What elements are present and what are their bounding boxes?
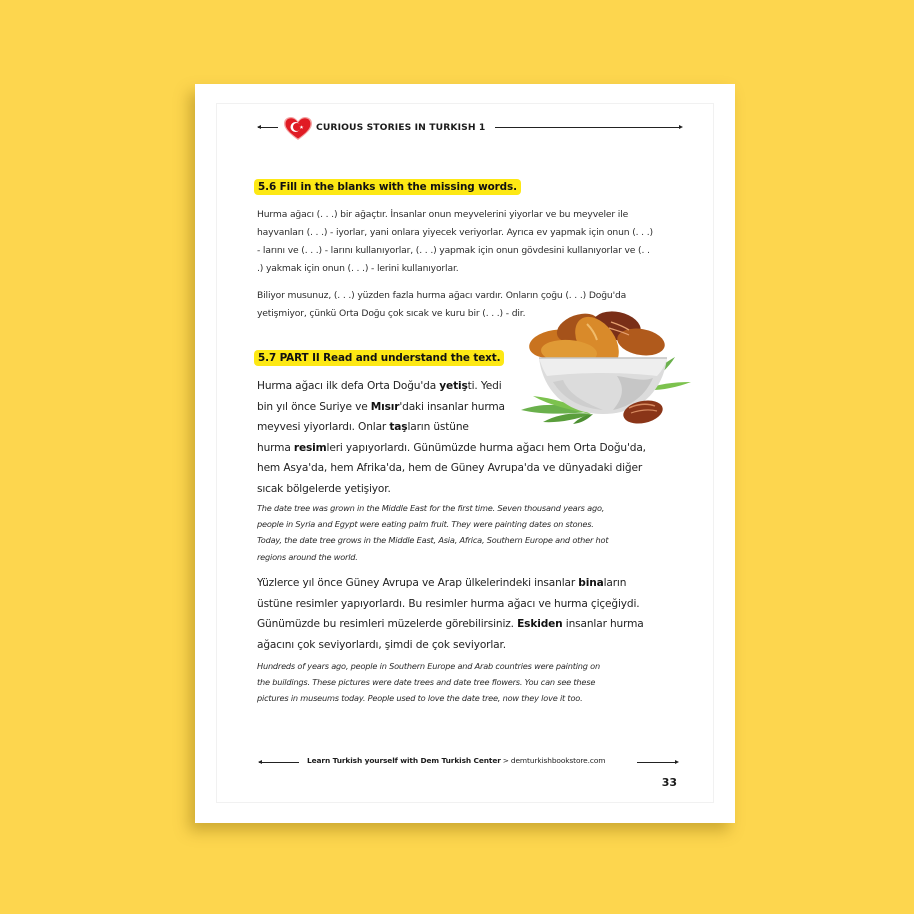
text-line: regions around the world. (257, 551, 358, 562)
footer-left-arrow (259, 762, 299, 763)
text-span: 'daki insanlar hurma (399, 400, 505, 413)
text-span: Hurma ağacı ilk defa Orta Doğu'da (257, 380, 440, 392)
book-title: CURIOUS STORIES IN TURKISH 1 (316, 122, 486, 133)
text-span: bin yıl önce Suriye ve (257, 400, 371, 413)
text-line: people in Syria and Egypt were eating palm fruit. They were painting dates on stones. (257, 519, 594, 530)
vocab-word-bina: bina (578, 577, 604, 589)
text-line: sıcak bölgelerde yetişiyor. (257, 482, 391, 495)
text-line: pictures in museums today. People used to love the date tree, now they love it too. (257, 693, 583, 704)
fill-blanks-paragraph-1: Hurma ağacı (. . .) bir ağaçtır. İnsanlar onun meyvelerini yiyorlar ve bu meyveler ile hayvanları (. . .) - iyorlar, yani onlara yiyecek veriyorlar. Ayrıca ev yapmak için onun (. . .) - larını ve (. . .) - larını kullanıyorlar, (. . .) yapmak için onun gövdesini kullanıyorlar ve (. . .) yakmak için onun (. . .) - lerini kullanıyorlar. (257, 209, 653, 274)
page-number: 33 (661, 776, 677, 789)
text-span: insanlar hurma (562, 618, 644, 630)
text-line: Hundreds of years ago, people in Southern Europe and Arab countries were painting on (257, 661, 600, 671)
english-translation-paragraph-1 (257, 500, 677, 565)
footer-right-arrow (637, 762, 677, 763)
text-line: ağacını çok seviyorlardı, şimdi de çok seviyorlar. (257, 638, 506, 651)
turkish-reading-paragraph-2 (257, 573, 687, 655)
vocab-word-resim: resim (293, 441, 327, 454)
english-translation-paragraph-2 (257, 658, 677, 707)
header-right-arrow (495, 127, 681, 128)
section-5-7-heading: 5.7 PART II Read and understand the text. (254, 350, 504, 366)
text-line: hem Asya'da, hem Afrika'da, hem de Güney Avrupa'da ve dünyadaki diğer (257, 462, 643, 474)
footer-text (307, 756, 605, 765)
text-span: hurma (257, 441, 294, 454)
section-5-6-heading: 5.6 Fill in the blanks with the missing words. (254, 179, 521, 195)
footer-separator: > (502, 756, 509, 765)
book-page (195, 84, 735, 823)
text-span: Yüzlerce yıl önce Güney Avrupa ve Arap ülkelerindeki insanlar (257, 577, 579, 589)
text-span: leri yapıyorlardı. Günümüzde hurma ağacı hem Orta Doğu'da, (326, 441, 646, 454)
vocab-word-yetis: yetiş (439, 380, 468, 392)
text-line: üstüne resimler yapıyorlardı. Bu resimler hurma ağacı ve hurma çiçeğiydi. (257, 597, 640, 610)
text-span: ların (603, 577, 627, 589)
footer-tagline: Learn Turkish yourself with Dem Turkish Center (307, 756, 501, 765)
text-line: The date tree was grown in the Middle East for the first time. Seven thousand years ago, (257, 503, 605, 513)
text-span: meyvesi yiyorlardı. Onlar (257, 421, 390, 433)
fill-blanks-paragraph-2: Biliyor musunuz, (. . .) yüzden fazla hurma ağacı vardır. Onların çoğu (. . .) Doğu'da yetişmiyor, çünkü Orta Doğu çok sıcak ve kuru bir (. . .) - dir. (257, 290, 627, 319)
turkish-flag-heart-icon (284, 117, 312, 141)
header-left-arrow (258, 127, 278, 128)
text-span: ti. Yedi (467, 380, 502, 392)
vocab-word-misir: Mısır (370, 400, 400, 413)
vocab-word-tas: taş (389, 421, 408, 433)
page-header (258, 117, 678, 139)
text-line: Today, the date tree grows in the Middle East, Asia, Africa, Southern Europe and other hot (257, 535, 609, 546)
text-span: Günümüzde bu resimleri müzelerde görebilirsiniz. (257, 618, 518, 630)
text-line: the buildings. These pictures were date trees and date tree flowers. You can see these (257, 677, 596, 688)
turkish-reading-paragraph-1 (257, 376, 687, 499)
page-footer (259, 756, 675, 770)
footer-website-link[interactable]: demturkishbookstore.com (510, 756, 606, 765)
text-span: ların üstüne (407, 421, 469, 433)
vocab-word-eskiden: Eskiden (517, 618, 563, 630)
